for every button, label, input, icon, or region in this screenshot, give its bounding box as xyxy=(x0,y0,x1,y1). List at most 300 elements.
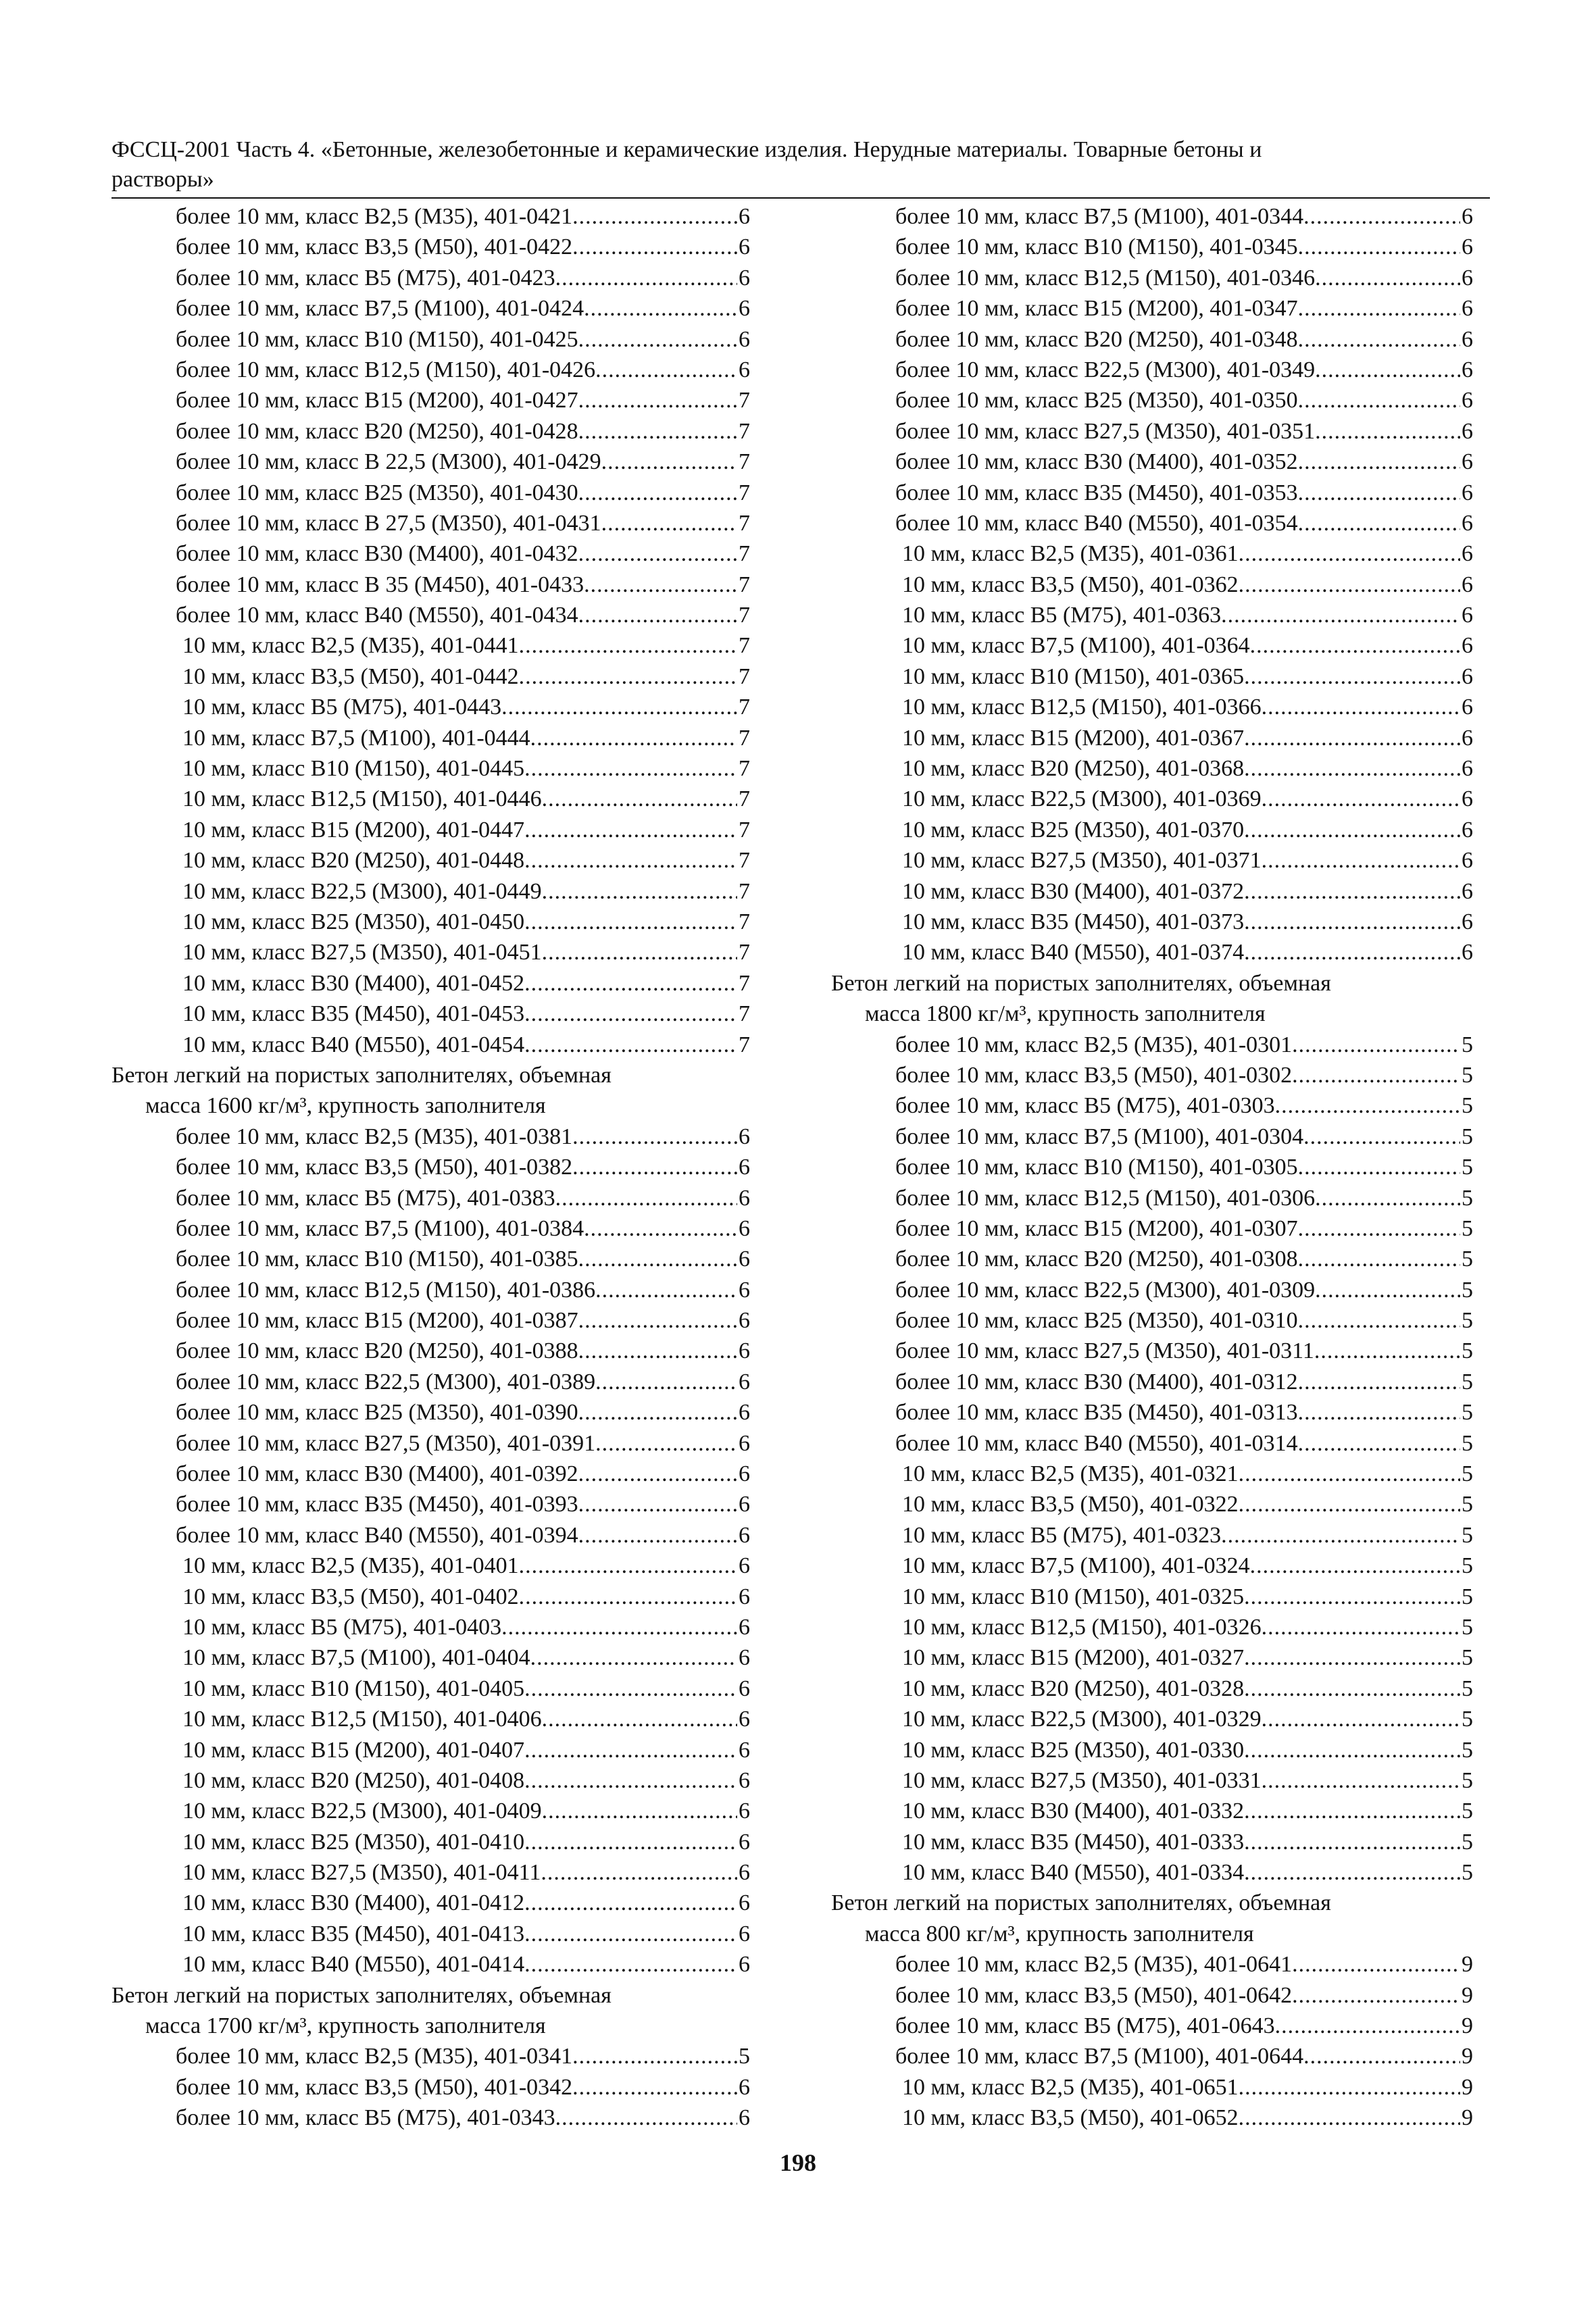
index-entry xyxy=(111,784,750,814)
dot-leader xyxy=(519,630,737,661)
dot-leader xyxy=(1244,876,1460,907)
entry-text: 10 мм, класс В12,5 (М150), 401-0326 xyxy=(902,1614,1262,1640)
entry-page-number: 5 xyxy=(1462,1308,1473,1334)
entry-page-number: 9 xyxy=(1462,2013,1473,2039)
header-line-1: ФССЦ-2001 Часть 4. «Бетонные, железобетонные и керамические изделия. Нерудные материалы. Товарные бетоны и xyxy=(111,137,1262,162)
entry-text: 10 мм, класс В7,5 (М100), 401-0364 xyxy=(902,633,1250,659)
dot-leader xyxy=(1262,1612,1460,1642)
entry-page-number: 5 xyxy=(1462,1185,1473,1211)
index-entry xyxy=(831,1765,1473,1796)
dot-leader xyxy=(1244,723,1460,753)
entry-page-number: 6 xyxy=(1462,357,1473,382)
entry-page-number: 5 xyxy=(1462,1492,1473,1517)
dot-leader xyxy=(595,1428,737,1459)
entry-text: 10 мм, класс В20 (М250), 401-0408 xyxy=(182,1767,525,1793)
dot-leader xyxy=(1239,2072,1460,2103)
entry-page-number: 6 xyxy=(739,1829,750,1855)
entry-text: 10 мм, класс В40 (М550), 401-0374 xyxy=(902,940,1245,965)
entry-text: 10 мм, класс В3,5 (М50), 401-0442 xyxy=(182,663,519,689)
entry-text: более 10 мм, класс В5 (М75), 401-0423 xyxy=(176,265,555,291)
entry-page-number: 6 xyxy=(739,2105,750,2131)
entry-text: 10 мм, класс В7,5 (М100), 401-0444 xyxy=(182,725,530,751)
dot-leader xyxy=(1298,1244,1460,1274)
entry-text: более 10 мм, класс В12,5 (М150), 401-0386 xyxy=(176,1277,596,1303)
entry-page-number: 9 xyxy=(1462,2044,1473,2069)
header-divider xyxy=(111,197,1490,199)
dot-leader xyxy=(524,907,737,937)
index-entry xyxy=(831,1642,1473,1673)
entry-text: 10 мм, класс В35 (М450), 401-0333 xyxy=(902,1829,1245,1855)
entry-text: 10 мм, класс В12,5 (М150), 401-0446 xyxy=(182,786,542,812)
entry-text: более 10 мм, класс В10 (М150), 401-0305 xyxy=(895,1155,1298,1180)
dot-leader xyxy=(1298,1213,1460,1244)
entry-text: 10 мм, класс В2,5 (М35), 401-0401 xyxy=(182,1553,519,1579)
entry-text: более 10 мм, класс В3,5 (М50), 401-0342 xyxy=(176,2074,573,2100)
index-entry xyxy=(831,815,1473,845)
index-entry xyxy=(111,1489,750,1519)
dot-leader xyxy=(1303,201,1460,232)
dot-leader xyxy=(542,876,737,907)
entry-text: более 10 мм, класс В 35 (М450), 401-0433 xyxy=(176,572,584,597)
entry-text: более 10 мм, класс В22,5 (М300), 401-0309 xyxy=(895,1277,1316,1303)
dot-leader xyxy=(1303,2041,1460,2071)
entry-text: более 10 мм, класс В35 (М450), 401-0393 xyxy=(176,1492,578,1517)
entry-text: 10 мм, класс В22,5 (М300), 401-0409 xyxy=(182,1799,542,1824)
index-entry xyxy=(111,232,750,262)
entry-page-number: 6 xyxy=(1462,786,1473,812)
dot-leader xyxy=(524,1888,737,1918)
index-entry xyxy=(831,538,1473,569)
index-entry xyxy=(831,324,1473,355)
index-entry xyxy=(111,753,750,784)
index-entry xyxy=(111,1428,750,1459)
entry-page-number: 7 xyxy=(739,572,750,597)
entry-page-number: 6 xyxy=(1462,388,1473,413)
entry-page-number: 6 xyxy=(1462,725,1473,751)
entry-page-number: 6 xyxy=(739,1737,750,1763)
index-entry xyxy=(111,1152,750,1182)
entry-page-number: 7 xyxy=(739,388,750,413)
group-heading: масса 1700 кг/м³, крупность заполнителя xyxy=(145,2013,546,2039)
entry-page-number: 6 xyxy=(739,2074,750,2100)
index-entry xyxy=(831,2072,1473,2103)
entry-text: более 10 мм, класс В25 (М350), 401-0390 xyxy=(176,1400,578,1426)
index-entry xyxy=(111,1367,750,1397)
entry-text: более 10 мм, класс В20 (М250), 401-0388 xyxy=(176,1338,578,1364)
entry-page-number: 5 xyxy=(1462,1829,1473,1855)
entry-page-number: 5 xyxy=(1462,1062,1473,1088)
index-entry xyxy=(831,1275,1473,1305)
dot-leader xyxy=(584,293,737,324)
index-entry xyxy=(111,1582,750,1612)
dot-leader xyxy=(572,1152,737,1182)
dot-leader xyxy=(524,999,737,1029)
group-heading: Бетон легкий на пористых заполнителях, объемная xyxy=(831,970,1331,996)
entry-text: более 10 мм, класс В5 (М75), 401-0343 xyxy=(176,2105,555,2131)
entry-page-number: 6 xyxy=(739,1553,750,1579)
entry-page-number: 7 xyxy=(739,786,750,812)
dot-leader xyxy=(1298,447,1460,477)
entry-text: более 10 мм, класс В10 (М150), 401-0425 xyxy=(176,326,578,352)
dot-leader xyxy=(578,324,737,355)
entry-text: более 10 мм, класс В7,5 (М100), 401-0304 xyxy=(895,1124,1304,1149)
entry-page-number: 5 xyxy=(1462,1215,1473,1241)
entry-page-number: 6 xyxy=(1462,695,1473,720)
index-entry xyxy=(111,1612,750,1642)
dot-leader xyxy=(595,1367,737,1397)
index-entry xyxy=(111,692,750,722)
entry-page-number: 9 xyxy=(1462,1982,1473,2008)
index-entry xyxy=(831,1949,1473,1980)
dot-leader xyxy=(1244,1735,1460,1765)
dot-leader xyxy=(1239,570,1460,600)
index-entry xyxy=(111,1735,750,1765)
entry-text: 10 мм, класс В22,5 (М300), 401-0449 xyxy=(182,878,542,904)
index-entry xyxy=(831,784,1473,814)
index-entry xyxy=(111,937,750,967)
entry-text: 10 мм, класс В3,5 (М50), 401-0652 xyxy=(902,2105,1239,2131)
entry-text: более 10 мм, класс В15 (М200), 401-0427 xyxy=(176,388,578,413)
dot-leader xyxy=(1315,355,1460,385)
entry-page-number: 5 xyxy=(1462,1767,1473,1793)
entry-text: 10 мм, класс В7,5 (М100), 401-0324 xyxy=(902,1553,1250,1579)
index-entry xyxy=(111,661,750,692)
entry-text: 10 мм, класс В35 (М450), 401-0453 xyxy=(182,1001,525,1027)
index-entry xyxy=(111,1704,750,1734)
entry-text: более 10 мм, класс В2,5 (М35), 401-0301 xyxy=(895,1032,1293,1057)
entry-text: 10 мм, класс В3,5 (М50), 401-0402 xyxy=(182,1584,519,1609)
entry-page-number: 7 xyxy=(739,756,750,782)
index-entry xyxy=(831,1244,1473,1274)
dot-leader xyxy=(572,201,737,232)
dot-leader xyxy=(530,1642,737,1673)
entry-page-number: 5 xyxy=(1462,1584,1473,1609)
dot-leader xyxy=(542,1704,737,1734)
entry-page-number: 6 xyxy=(739,1707,750,1732)
index-entry xyxy=(831,1030,1473,1060)
entry-page-number: 5 xyxy=(1462,1645,1473,1671)
dot-leader xyxy=(1315,1275,1460,1305)
index-entry xyxy=(111,1030,750,1060)
index-entry xyxy=(831,723,1473,753)
index-entry xyxy=(111,1857,750,1888)
index-entry xyxy=(831,1489,1473,1519)
index-entry xyxy=(111,355,750,385)
index-entry xyxy=(831,1827,1473,1857)
entry-page-number: 6 xyxy=(1462,756,1473,782)
entry-text: 10 мм, класс В30 (М400), 401-0412 xyxy=(182,1890,525,1916)
index-entry xyxy=(831,937,1473,967)
dot-leader xyxy=(584,570,737,600)
index-entry xyxy=(831,1367,1473,1397)
index-entry xyxy=(831,1090,1473,1121)
entry-page-number: 7 xyxy=(739,970,750,996)
entry-page-number: 5 xyxy=(1462,1338,1473,1364)
dot-leader xyxy=(584,1213,737,1244)
dot-leader xyxy=(1292,1030,1460,1060)
entry-text: 10 мм, класс В25 (М350), 401-0330 xyxy=(902,1737,1245,1763)
index-entry xyxy=(111,570,750,600)
entry-page-number: 6 xyxy=(1462,265,1473,291)
entry-page-number: 7 xyxy=(739,848,750,874)
dot-leader xyxy=(524,1030,737,1060)
index-entry xyxy=(831,201,1473,232)
entry-page-number: 6 xyxy=(739,1338,750,1364)
dot-leader xyxy=(524,1735,737,1765)
dot-leader xyxy=(542,937,737,967)
dot-leader xyxy=(1239,1489,1460,1519)
index-entry xyxy=(111,1796,750,1826)
index-entry xyxy=(831,1704,1473,1734)
dot-leader xyxy=(501,1612,737,1642)
dot-leader xyxy=(1315,263,1460,293)
entry-text: более 10 мм, класс В25 (М350), 401-0310 xyxy=(895,1308,1298,1334)
entry-text: более 10 мм, класс В30 (М400), 401-0432 xyxy=(176,541,578,567)
dot-leader xyxy=(524,968,737,999)
entry-text: более 10 мм, класс В2,5 (М35), 401-0341 xyxy=(176,2044,573,2069)
entry-page-number: 7 xyxy=(739,541,750,567)
dot-leader xyxy=(1239,1459,1460,1489)
index-entry xyxy=(831,1459,1473,1489)
index-entry xyxy=(111,1244,750,1274)
index-entry xyxy=(831,1336,1473,1366)
entry-text: 10 мм, класс В2,5 (М35), 401-0651 xyxy=(902,2074,1239,2100)
entry-page-number: 6 xyxy=(1462,541,1473,567)
index-entry xyxy=(111,1397,750,1428)
entry-page-number: 7 xyxy=(739,695,750,720)
entry-text: более 10 мм, класс В2,5 (М35), 401-0641 xyxy=(895,1952,1293,1978)
dot-leader xyxy=(595,355,737,385)
entry-text: более 10 мм, класс В40 (М550), 401-0314 xyxy=(895,1430,1298,1456)
entry-page-number: 6 xyxy=(739,1860,750,1886)
index-entry xyxy=(831,1551,1473,1581)
index-entry xyxy=(111,630,750,661)
index-entry xyxy=(831,630,1473,661)
index-entry xyxy=(111,293,750,324)
group-heading: Бетон легкий на пористых заполнителях, объемная xyxy=(831,1890,1331,1916)
index-entry xyxy=(831,478,1473,508)
dot-leader xyxy=(1244,1642,1460,1673)
entry-page-number: 6 xyxy=(1462,817,1473,842)
entry-text: более 10 мм, класс В 22,5 (М300), 401-0429 xyxy=(176,449,601,475)
entry-text: 10 мм, класс В10 (М150), 401-0445 xyxy=(182,756,525,782)
index-entry xyxy=(111,478,750,508)
entry-page-number: 7 xyxy=(739,633,750,659)
entry-text: 10 мм, класс В22,5 (М300), 401-0369 xyxy=(902,786,1262,812)
index-entry xyxy=(111,1919,750,1949)
entry-page-number: 6 xyxy=(739,265,750,291)
entry-text: 10 мм, класс В12,5 (М150), 401-0406 xyxy=(182,1707,542,1732)
entry-text: более 10 мм, класс В5 (М75), 401-0303 xyxy=(895,1093,1275,1119)
entry-text: 10 мм, класс В5 (М75), 401-0403 xyxy=(182,1614,502,1640)
index-entry xyxy=(111,1888,750,1918)
group-heading: масса 800 кг/м³, крупность заполнителя xyxy=(865,1921,1254,1946)
entry-page-number: 7 xyxy=(739,449,750,475)
index-entry xyxy=(111,1336,750,1366)
entry-page-number: 6 xyxy=(1462,480,1473,505)
index-entry xyxy=(831,1674,1473,1704)
entry-page-number: 5 xyxy=(1462,1799,1473,1824)
entry-text: 10 мм, класс В25 (М350), 401-0410 xyxy=(182,1829,525,1855)
index-entry xyxy=(111,815,750,845)
entry-page-number: 5 xyxy=(1462,1400,1473,1426)
dot-leader xyxy=(1298,1305,1460,1336)
index-entry xyxy=(111,876,750,907)
index-entry xyxy=(831,508,1473,538)
entry-text: 10 мм, класс В30 (М400), 401-0452 xyxy=(182,970,525,996)
entry-text: более 10 мм, класс В15 (М200), 401-0347 xyxy=(895,296,1298,322)
index-entry xyxy=(831,355,1473,385)
entry-text: 10 мм, класс В20 (М250), 401-0368 xyxy=(902,756,1245,782)
index-entry xyxy=(111,1122,750,1152)
dot-leader xyxy=(1298,1152,1460,1182)
dot-leader xyxy=(572,2041,737,2071)
entry-text: более 10 мм, класс В27,5 (М350), 401-0311 xyxy=(895,1338,1314,1364)
dot-leader xyxy=(1292,1060,1460,1090)
entry-page-number: 7 xyxy=(739,603,750,628)
dot-leader xyxy=(1239,538,1460,569)
entry-text: более 10 мм, класс В30 (М400), 401-0392 xyxy=(176,1461,578,1487)
entry-page-number: 6 xyxy=(739,1767,750,1793)
index-entry xyxy=(111,907,750,937)
entry-page-number: 5 xyxy=(1462,1707,1473,1732)
index-entry xyxy=(111,538,750,569)
index-entry xyxy=(111,508,750,538)
entry-page-number: 6 xyxy=(739,234,750,260)
entry-text: более 10 мм, класс В5 (М75), 401-0383 xyxy=(176,1185,555,1211)
entry-page-number: 6 xyxy=(739,296,750,322)
page-number: 198 xyxy=(780,2149,816,2176)
entry-page-number: 6 xyxy=(1462,633,1473,659)
dot-leader xyxy=(524,1919,737,1949)
dot-leader xyxy=(524,1827,737,1857)
dot-leader xyxy=(572,1122,737,1152)
index-entry xyxy=(831,1582,1473,1612)
dot-leader xyxy=(578,1489,737,1519)
dot-leader xyxy=(1275,2011,1460,2041)
entry-page-number: 6 xyxy=(1462,296,1473,322)
index-entry xyxy=(111,999,750,1029)
entry-text: 10 мм, класс В40 (М550), 401-0414 xyxy=(182,1952,525,1978)
entry-text: 10 мм, класс В2,5 (М35), 401-0361 xyxy=(902,541,1239,567)
index-entry xyxy=(111,2072,750,2103)
dot-leader xyxy=(524,845,737,876)
entry-text: 10 мм, класс В10 (М150), 401-0405 xyxy=(182,1676,525,1701)
index-entry xyxy=(111,723,750,753)
entry-page-number: 5 xyxy=(1462,1277,1473,1303)
entry-page-number: 6 xyxy=(739,1215,750,1241)
dot-leader xyxy=(1292,1980,1460,2011)
entry-page-number: 7 xyxy=(739,1032,750,1057)
entry-text: 10 мм, класс В15 (М200), 401-0447 xyxy=(182,817,525,842)
entry-text: более 10 мм, класс В25 (М350), 401-0350 xyxy=(895,388,1298,413)
entry-page-number: 6 xyxy=(1462,204,1473,229)
dot-leader xyxy=(519,661,737,692)
dot-leader xyxy=(578,416,737,447)
dot-leader xyxy=(1298,232,1460,262)
entry-page-number: 7 xyxy=(739,663,750,689)
index-entry xyxy=(111,416,750,447)
dot-leader xyxy=(601,447,737,477)
index-entry xyxy=(831,416,1473,447)
entry-page-number: 6 xyxy=(739,1921,750,1946)
index-column-left xyxy=(111,201,750,2134)
dot-leader xyxy=(555,2103,737,2133)
dot-leader xyxy=(1262,784,1460,814)
entry-page-number: 5 xyxy=(1462,1860,1473,1886)
dot-leader xyxy=(1262,1704,1460,1734)
entry-page-number: 5 xyxy=(739,2044,750,2069)
entry-page-number: 5 xyxy=(1462,1461,1473,1487)
entry-page-number: 6 xyxy=(1462,848,1473,874)
dot-leader xyxy=(1244,1796,1460,1826)
dot-leader xyxy=(1298,508,1460,538)
entry-page-number: 5 xyxy=(1462,1737,1473,1763)
entry-page-number: 9 xyxy=(1462,2074,1473,2100)
entry-page-number: 5 xyxy=(1462,1522,1473,1548)
dot-leader xyxy=(572,2072,737,2103)
dot-leader xyxy=(519,1582,737,1612)
dot-leader xyxy=(1262,1765,1460,1796)
index-entry xyxy=(831,1183,1473,1213)
entry-page-number: 6 xyxy=(739,357,750,382)
entry-text: более 10 мм, класс В2,5 (М35), 401-0381 xyxy=(176,1124,573,1149)
entry-page-number: 6 xyxy=(739,1799,750,1824)
entry-page-number: 6 xyxy=(739,1676,750,1701)
entry-text: 10 мм, класс В35 (М450), 401-0373 xyxy=(902,909,1245,934)
index-entry xyxy=(111,2041,750,2071)
dot-leader xyxy=(1262,692,1460,722)
entry-text: более 10 мм, класс В20 (М250), 401-0308 xyxy=(895,1247,1298,1272)
dot-leader xyxy=(1298,1397,1460,1428)
index-entry xyxy=(111,1520,750,1551)
entry-text: более 10 мм, класс В5 (М75), 401-0643 xyxy=(895,2013,1275,2039)
entry-text: 10 мм, класс В40 (М550), 401-0454 xyxy=(182,1032,525,1057)
entry-page-number: 6 xyxy=(739,1522,750,1548)
index-entry xyxy=(831,753,1473,784)
dot-leader xyxy=(1298,324,1460,355)
dot-leader xyxy=(1244,907,1460,937)
index-entry xyxy=(111,600,750,630)
entry-text: 10 мм, класс В35 (М450), 401-0413 xyxy=(182,1921,525,1946)
dot-leader xyxy=(1244,937,1460,967)
dot-leader xyxy=(541,1857,737,1888)
index-entry xyxy=(831,1152,1473,1182)
dot-leader xyxy=(1244,1582,1460,1612)
entry-text: более 10 мм, класс В7,5 (М100), 401-0344 xyxy=(895,204,1304,229)
index-entry xyxy=(111,324,750,355)
entry-page-number: 6 xyxy=(1462,909,1473,934)
entry-text: более 10 мм, класс В35 (М450), 401-0313 xyxy=(895,1400,1298,1426)
entry-page-number: 7 xyxy=(739,878,750,904)
index-entry xyxy=(111,263,750,293)
dot-leader xyxy=(555,263,737,293)
index-entry xyxy=(831,1857,1473,1888)
dot-leader xyxy=(601,508,737,538)
dot-leader xyxy=(578,1459,737,1489)
index-entry xyxy=(831,232,1473,262)
entry-page-number: 7 xyxy=(739,940,750,965)
index-column-right xyxy=(831,201,1473,2134)
dot-leader xyxy=(1298,478,1460,508)
index-entry xyxy=(111,385,750,416)
dot-leader xyxy=(1315,1183,1460,1213)
group-heading: масса 1800 кг/м³, крупность заполнителя xyxy=(865,1001,1266,1027)
index-entry xyxy=(831,845,1473,876)
dot-leader xyxy=(1298,1428,1460,1459)
entry-text: 10 мм, класс В5 (М75), 401-0323 xyxy=(902,1522,1222,1548)
index-entry xyxy=(831,1612,1473,1642)
